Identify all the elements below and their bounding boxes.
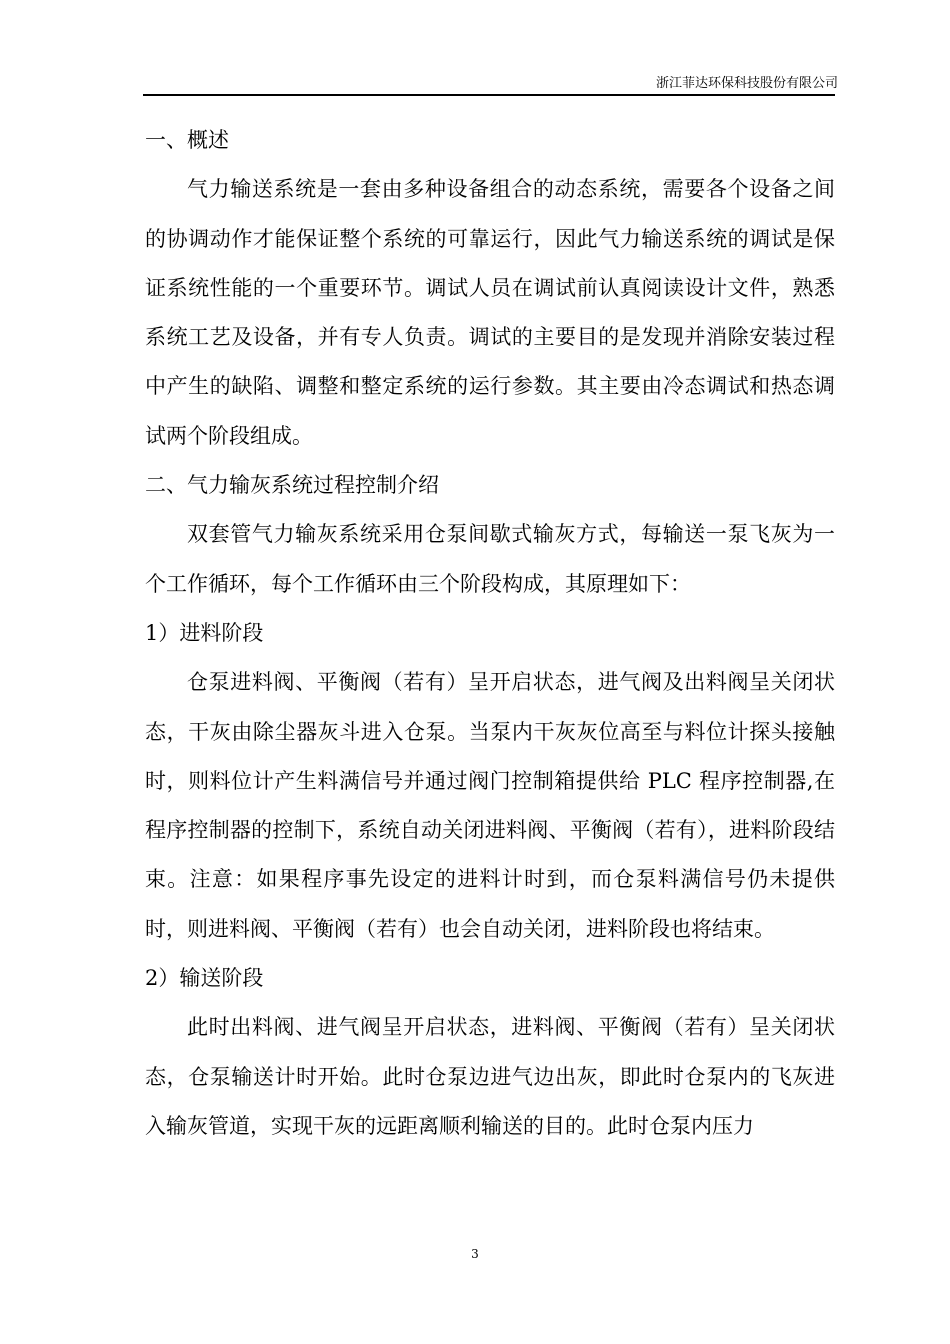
section-title-overview: 一、概述 bbox=[145, 128, 229, 152]
paragraph-conveying: 此时出料阀、进气阀呈开启状态，进料阀、平衡阀（若有）呈关闭状态，仓泵输送计时开始。此时仓泵边进气边出灰，即此时仓泵内的飞灰进入输灰管道，实现干灰的远距离顺利输送的目的。此时仓泵内压力 bbox=[145, 1015, 835, 1138]
paragraph-process-control: 双套管气力输灰系统采用仓泵间歇式输灰方式，每输送一泵飞灰为一个工作循环，每个工作循环由三个阶段构成，其原理如下： bbox=[145, 522, 835, 596]
stage-title-feeding: 1）进料阶段 bbox=[145, 620, 264, 645]
document-body bbox=[145, 116, 835, 1151]
paragraph-overview: 气力输送系统是一套由多种设备组合的动态系统，需要各个设备之间的协调动作才能保证整个系统的可靠运行，因此气力输送系统的调试是保证系统性能的一个重要环节。调试人员在调试前认真阅读设计文件，熟悉系统工艺及设备，并有专人负责。调试的主要目的是发现并消除安装过程中产生的缺陷、调整和整定系统的运行参数。其主要由冷态调试和热态调试两个阶段组成。 bbox=[145, 177, 835, 448]
page-number: 3 bbox=[471, 1247, 479, 1261]
stage-title-conveying: 2）输送阶段 bbox=[145, 966, 264, 991]
header-company-name: 浙江菲达环保科技股份有限公司 bbox=[655, 76, 838, 91]
paragraph-feeding: 仓泵进料阀、平衡阀（若有）呈开启状态，进气阀及出料阀呈关闭状态，干灰由除尘器灰斗进入仓泵。当泵内干灰灰位高至与料位计探头接触时，则料位计产生料满信号并通过阀门控制箱提供给 PLC 程序控制器,在程序控制器的控制下，系统自动关闭进料阀、平衡阀（若有），进料阶段结束。注意：如果程序事先设定的进料计时到，而仓泵料满信号仍未提供时，则进料阀、平衡阀（若有）也会自动关闭，进料阶段也将结束。 bbox=[145, 670, 835, 941]
section-title-process-control: 二、气力输灰系统过程控制介绍 bbox=[145, 473, 439, 498]
header-divider bbox=[143, 94, 835, 96]
